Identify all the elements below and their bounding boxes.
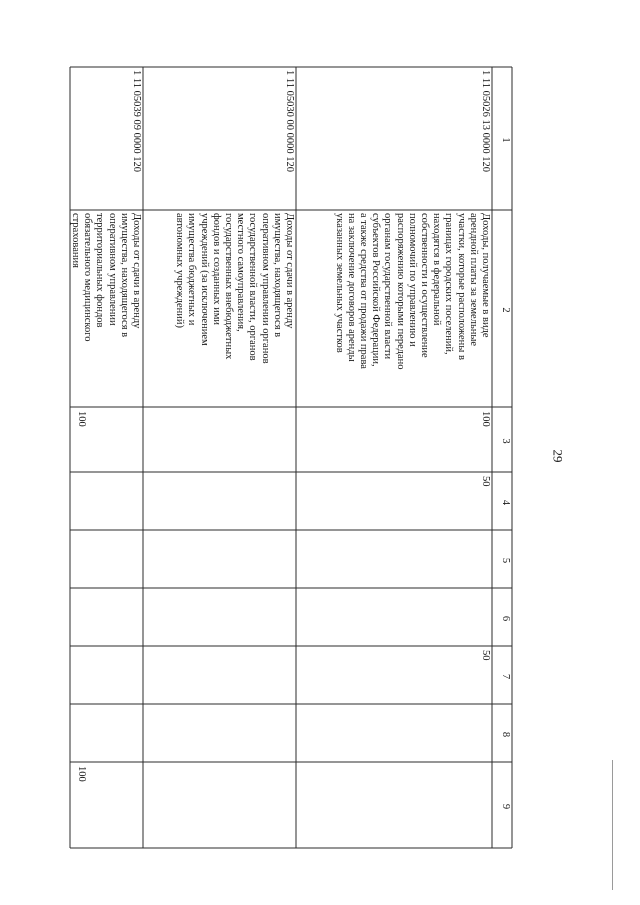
row-1-col-5: [296, 530, 492, 588]
row-3-col-6: [70, 588, 143, 646]
header-cell-1: 1: [500, 137, 511, 143]
row-2-col-5: [143, 530, 296, 588]
header-cell-2: 2: [500, 307, 511, 313]
header-cell-6: 6: [500, 615, 511, 622]
row-2-col-6: [143, 588, 296, 646]
row-1-code: 1 11 05026 13 0000 120: [480, 70, 491, 172]
scan-edge-mark: [612, 760, 613, 890]
header-cell-8: 8: [500, 731, 511, 738]
row-2-col-7: [143, 646, 296, 704]
row-1-col-4: 50: [480, 476, 491, 487]
row-3-code: 1 11 05039 09 0000 120: [131, 70, 142, 172]
row-2-description: Доходы от сдачи в аренду имущества, находящегося в оперативном управлении органов государственной власти, органов местного самоуправления, государственных внебюджетных фондов и созданных ими учреждений (за исключением имущества бюджетных и автономных учреждений): [174, 213, 295, 364]
row-3-col-5: [70, 530, 143, 588]
row-1-col-8: [296, 704, 492, 762]
row-2-col-9: [143, 762, 296, 848]
row-2-col-8: [143, 704, 296, 762]
header-cell-7: 7: [500, 673, 511, 680]
row-1-description: Доходы, получаемые в виде арендной платы за земельные участки, которые расположены в границах городских поселений, находятся в федеральной собственности и осуществление полномочий по управлению и распоряжению которыми передано органам государственной власти субъектов Российской Федерации, а также средства от продажи права на заключение договоров аренды указанных земельных участков: [333, 213, 491, 370]
row-1-col-6: [296, 588, 492, 646]
header-cell-9: 9: [500, 803, 511, 810]
header-cell-3: 3: [500, 438, 511, 444]
row-2-col-4: [143, 472, 296, 530]
header-cell-5: 5: [500, 557, 511, 564]
row-3-col-4: [70, 472, 143, 530]
row-3-col-8: [70, 704, 143, 762]
row-3-col-3: 100: [76, 411, 87, 427]
page-number: 29: [550, 449, 566, 463]
row-1-col-7: 50: [480, 650, 491, 661]
row-3-col-9: 100: [76, 766, 87, 782]
row-2-col-3: [143, 407, 296, 472]
row-1-col-9: [296, 762, 492, 848]
row-3-col-7: [70, 646, 143, 704]
row-3-description: Доходы от сдачи в аренду имущества, находящегося в оперативном управлении территориальных фондов обязательного медицинского страхования: [70, 213, 142, 342]
header-cell-4: 4: [500, 499, 511, 506]
row-2-code: 1 11 05030 00 0000 120: [284, 70, 295, 172]
row-1-col-3: 100: [480, 411, 491, 427]
